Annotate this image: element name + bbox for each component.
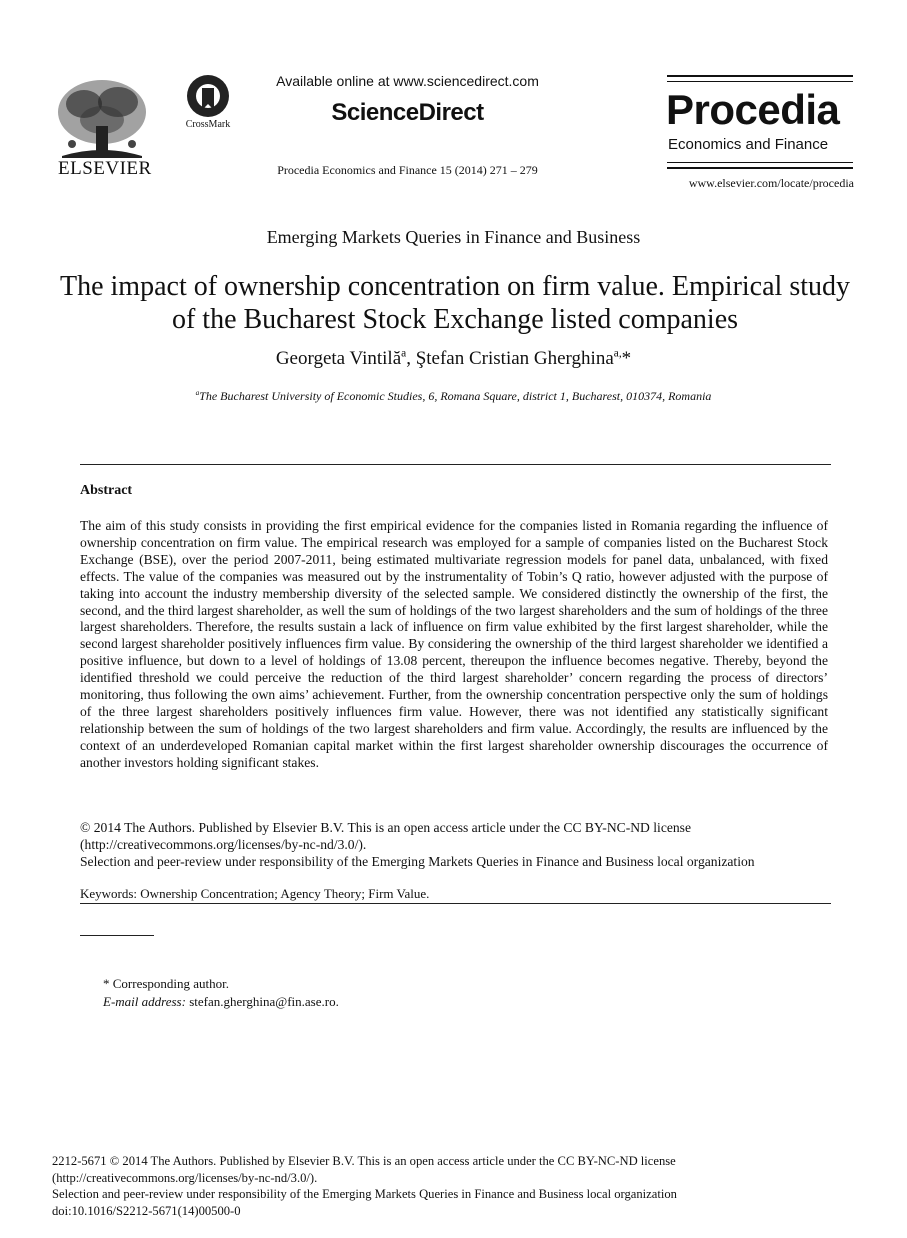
sciencedirect-logo[interactable]: ScienceDirect <box>331 99 484 126</box>
author-separator: , <box>406 348 416 369</box>
paren-close: ). <box>309 1170 318 1185</box>
header-divider <box>80 464 831 465</box>
paren-open: ( <box>80 836 85 852</box>
abstract-text: The aim of this study consists in providing the first empirical evidence for the companies listed in Romania regarding the influence of ownership concentration on firm value. The empirical research was employed for a sample of companies listed on the Bucharest Stock Exchange (BSE), over the period 2007-2011, being estimated multivariate regression models for panel data, unbalanced, with fixed effects. The value of the companies was measured out by the instrumentality of Tobin’s Q ratio, however adjusted with the purpose of taking into account the industry membership diversity of the selected sample. We considered distinctly the ownership of the first, the second, and the third largest shareholder, as well the sum of holdings of the two largest shareholders and the sum of holdings of the three largest shareholders. Therefore, the results sustain a lack of influence on firm value exhibited by the first largest shareholder, while the second largest shareholder positively influences firm value. By considering the ownership of the third largest shareholder we identified a positive influence, but down to a level of holdings of 13.08 percent, thereupon the influence becomes negative. Thereby, beyond the identified threshold we could perceive the reduction of the third largest shareholder’ concern regarding the process of directors’ monitoring, thus following the own aims’ achievement. Further, from the ownership concentration perspective only the sum of holdings of the three largest shareholders positively influences firm value. However, there was not identified any statistically significant relationship between the sum of holdings of the two largest shareholders and firm value. Accordingly, the results are influenced by the context of an underdeveloped Romanian capital market within the first largest shareholder ownership discourages the occurrence of another investors holding significant stakes. <box>80 518 828 770</box>
procedia-bottom-rule-thin <box>667 162 853 163</box>
journal-reference: Procedia Economics and Finance 15 (2014) 271 – 279 <box>277 163 538 177</box>
abstract-heading: Abstract <box>80 483 133 498</box>
paren-close: ). <box>358 836 367 852</box>
affiliation-marker: a <box>401 347 407 360</box>
paren-open: ( <box>52 1170 57 1185</box>
footnote-rule <box>80 935 154 936</box>
procedia-bottom-rule <box>667 167 853 169</box>
bottom-link-line <box>52 1170 852 1187</box>
affiliation-marker: a <box>195 389 200 397</box>
procedia-url[interactable]: www.elsevier.com/locate/procedia <box>688 176 854 190</box>
affiliation <box>0 389 907 404</box>
email-note <box>103 994 339 1010</box>
procedia-top-rule <box>667 75 853 77</box>
procedia-logo: Procedia <box>666 86 840 133</box>
conference-name: Emerging Markets Queries in Finance and Business <box>266 227 641 247</box>
bottom-license-link[interactable]: http://creativecommons.org/licenses/by-nc-nd/3.0/ <box>56 1170 310 1185</box>
procedia-top-rule-thin <box>667 81 853 82</box>
license-link-line <box>80 837 828 854</box>
affiliation-text: The Bucharest University of Economic Studies, 6, Romana Square, district 1, Bucharest, 010374, Romania <box>199 389 712 403</box>
author-list <box>0 348 907 370</box>
license-link[interactable]: http://creativecommons.org/licenses/by-nc-nd/3.0/ <box>84 836 359 852</box>
corresponding-author-note: * Corresponding author. <box>103 976 230 991</box>
available-online-text: Available online at www.sciencedirect.com <box>276 73 539 89</box>
issn-license: 2212-5671 © 2014 The Authors. Published by Elsevier B.V. This is an open access article under the CC BY-NC-ND license <box>52 1154 676 1168</box>
keywords: Keywords: Ownership Concentration; Agency Theory; Firm Value. <box>80 886 430 901</box>
email-address[interactable]: stefan.gherghina@fin.ase.ro. <box>189 994 339 1009</box>
author-name: Georgeta Vintilă <box>275 348 402 369</box>
keywords-divider <box>80 903 831 904</box>
license-text: © 2014 The Authors. Published by Elsevier B.V. This is an open access article under the CC BY-NC-ND license <box>80 820 692 835</box>
doi[interactable]: doi:10.1016/S2212-5671(14)00500-0 <box>52 1203 241 1218</box>
peer-review-text: Selection and peer-review under responsibility of the Emerging Markets Queries in Finance and Business local organization <box>80 853 755 869</box>
article-title: The impact of ownership concentration on firm value. Empirical study of the Bucharest Stock Exchange listed companies <box>60 271 850 335</box>
corresponding-author-marker: * <box>621 348 632 369</box>
author-name: Ştefan Cristian Gherghina <box>415 348 614 369</box>
bottom-peer-review: Selection and peer-review under responsibility of the Emerging Markets Queries in Finance and Business local organization <box>52 1187 677 1201</box>
elsevier-wordmark: ELSEVIER <box>58 158 152 179</box>
bottom-matter <box>52 1153 852 1219</box>
crossmark-label: CrossMark <box>185 119 231 130</box>
procedia-subtitle: Economics and Finance <box>668 136 829 153</box>
email-label: E-mail address: <box>103 994 186 1009</box>
license-block <box>80 820 828 871</box>
affiliation-marker: a, <box>613 347 622 360</box>
